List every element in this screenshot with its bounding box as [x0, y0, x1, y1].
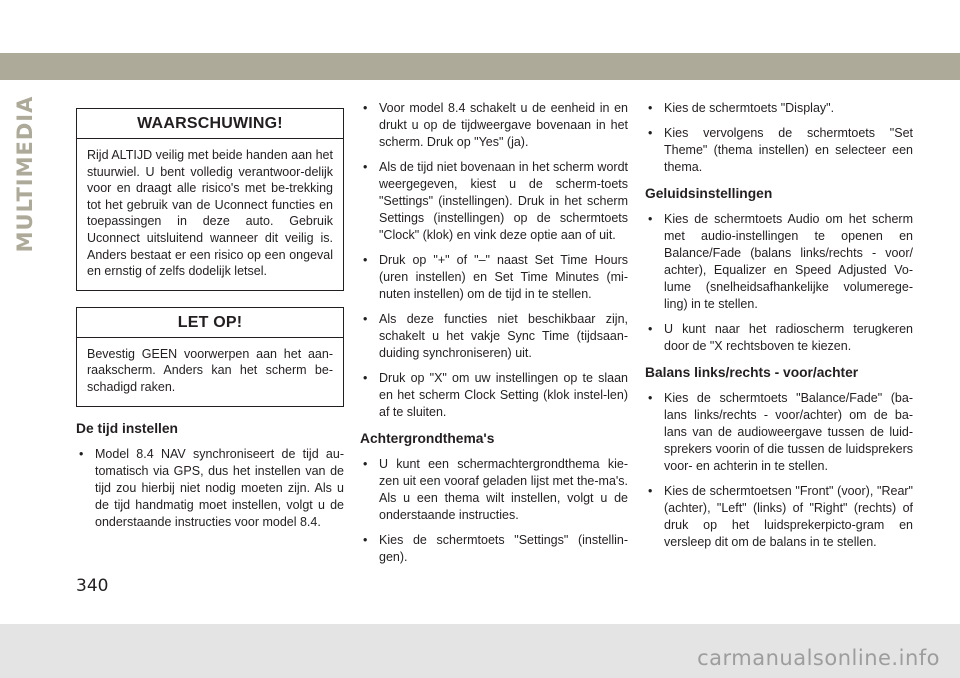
- list-item: • Kies de schermtoets Audio om het scherm met audio-instellingen te openen en Balance/Fade (balans links/rechts - voor/ achter), Equalizer en Speed Adjusted Vo-lume (snelheidsafhankelijke volumerege-ling) in te stellen.: [645, 211, 913, 313]
- section-heading-themes: Achtergrondthema's: [360, 431, 495, 446]
- column-3: [645, 100, 913, 559]
- list-item: • Als de tijd niet bovenaan in het scherm wordt weergegeven, kiest u de scherm-toets "Settings" (instellingen). Druk in het scherm Settings (instellingen) op de schermtoets "Clock" (klok) en vink deze optie aan of uit.: [360, 159, 628, 244]
- list-item: • Kies de schermtoets "Balance/Fade" (ba-lans links/rechts - voor/achter) om de ba-lans van de audioweergave tussen de luid-sprekers voorin of die tussen de luidsprekers voor- en achterin in te stellen.: [645, 390, 913, 475]
- themes-steps-list: [645, 100, 913, 176]
- section-heading-balance: Balans links/rechts - voor/achter: [645, 365, 859, 380]
- section-heading-time: De tijd instellen: [76, 420, 178, 436]
- list-item: • Model 8.4 NAV synchroniseert de tijd au-tomatisch via GPS, dus het instellen van de tijd zou hierbij niet nodig moeten zijn. Als u de tijd handmatig moet instellen, volgt u de onderstaande instructies voor model 8.4.: [76, 446, 344, 531]
- column-1: [76, 108, 344, 539]
- list-item: • Kies de schermtoetsen "Front" (voor), "Rear" (achter), "Left" (links) of "Right" (rechts) of druk op het luidsprekerpicto-gram en versleep dit om de balans in te stellen.: [645, 483, 913, 551]
- time-list: [76, 446, 344, 531]
- caution-box: [76, 307, 344, 407]
- list-item: • Kies de schermtoets "Display".: [645, 100, 913, 117]
- list-item: • Voor model 8.4 schakelt u de eenheid in en drukt u op de tijdweergave bovenaan in het scherm. Druk op "Yes" (ja).: [360, 100, 628, 151]
- column-2: [360, 100, 628, 574]
- section-heading-sound: Geluidsinstellingen: [645, 186, 773, 201]
- time-steps-list: [360, 100, 628, 421]
- list-item: • Kies de schermtoets "Settings" (instellin-gen).: [360, 532, 628, 566]
- watermark-text: carmanualsonline.info: [697, 646, 940, 670]
- list-item: • U kunt een schermachtergrondthema kie-zen uit een vooraf geladen lijst met the-ma's. Als u een thema wilt instellen, volgt u de onderstaande instructies.: [360, 456, 628, 524]
- list-item: • Kies vervolgens de schermtoets "Set Theme" (thema instellen) en selecteer een thema.: [645, 125, 913, 176]
- page-number: 340: [76, 576, 109, 596]
- balance-list: [645, 390, 913, 551]
- sound-list: [645, 211, 913, 355]
- warning-box: [76, 108, 344, 291]
- list-item: • Druk op "+" of "–" naast Set Time Hours (uren instellen) en Set Time Minutes (mi-nuten instellen) om de tijd in te stellen.: [360, 252, 628, 303]
- list-item: • U kunt naar het radioscherm terugkeren door de "X rechtsboven te kiezen.: [645, 321, 913, 355]
- list-item: • Druk op "X" om uw instellingen op te slaan en het scherm Clock Setting (klok instel-len) af te sluiten.: [360, 370, 628, 421]
- caution-title: LET OP!: [77, 308, 343, 338]
- list-item: • Als deze functies niet beschikbaar zijn, schakelt u het vakje Sync Time (tijdsaan-duiding synchroniseren) uit.: [360, 311, 628, 362]
- section-side-tab: [8, 95, 42, 253]
- warning-text: Rijd ALTIJD veilig met beide handen aan het stuurwiel. U bent volledig verantwoor-delijk voor en draagt alle risico's met be-trekking tot het gebruik van de Uconnect functies en toepassingen in deze auto. Gebruik Uconnect uitsluitend wanneer dit veilig is. Anders bestaat er een risico op een ongeval en ernstig of zelfs dodelijk letsel.: [87, 148, 333, 279]
- warning-title: WAARSCHUWING!: [77, 109, 343, 139]
- side-tab-label: MULTIMEDIA: [13, 95, 37, 253]
- header-band: [0, 53, 960, 80]
- themes-list: [360, 456, 628, 566]
- caution-text: Bevestig GEEN voorwerpen aan het aan-raakscherm. Anders kan het scherm be-schadigd raken.: [87, 346, 333, 394]
